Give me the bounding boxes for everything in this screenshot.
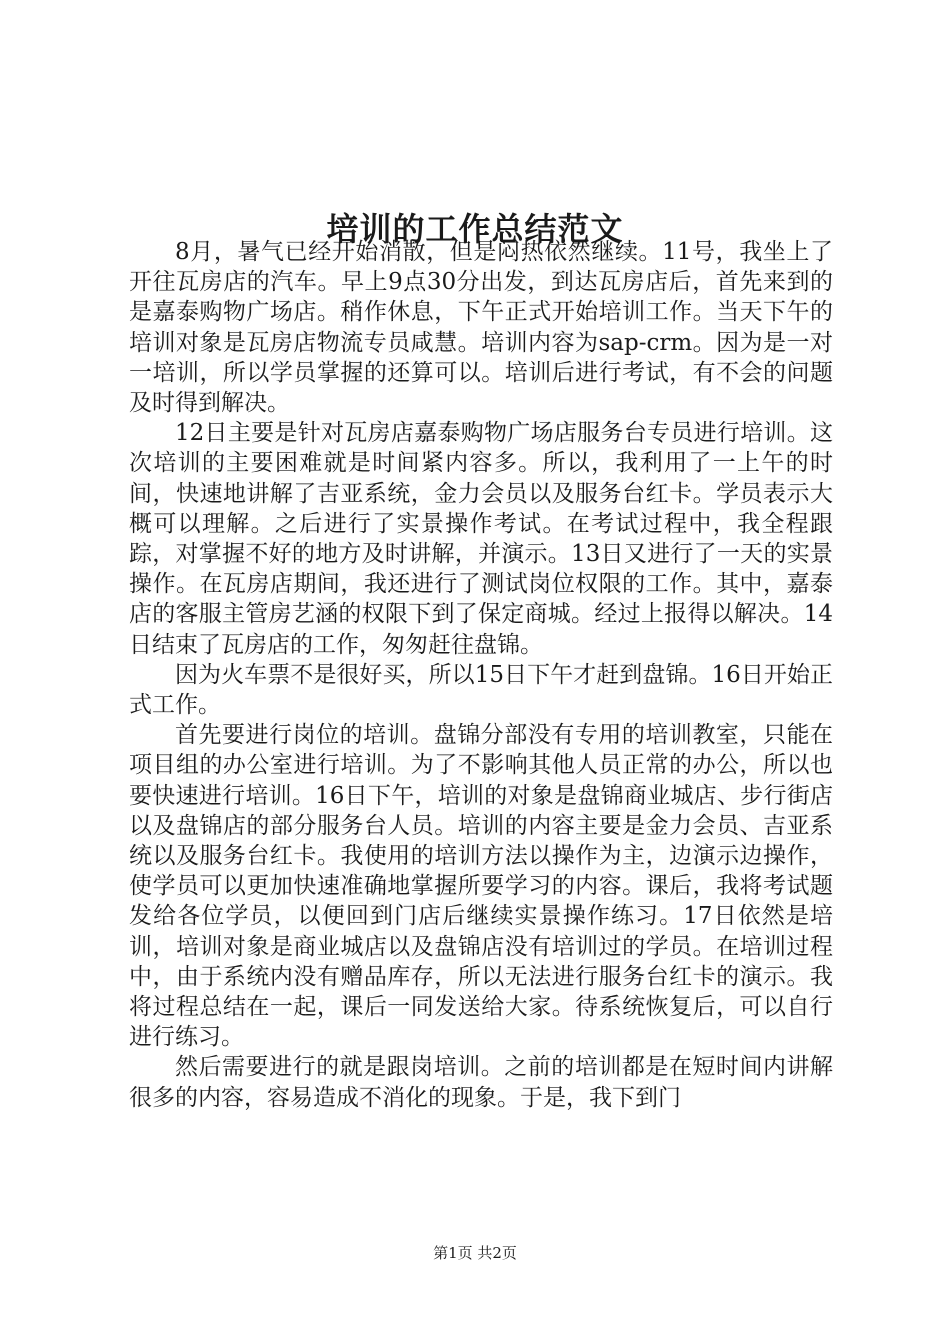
paragraph-1: 8月，暑气已经开始消散，但是闷热依然继续。11号，我坐上了开往瓦房店的汽车。早上9点30分出发，到达瓦房店后，首先来到的是嘉泰购物广场店。稍作休息，下午正式开始培训工作。当天下午的培训对象是瓦房店物流专员咸慧。培训内容为sap-crm。因为是一对一培训，所以学员掌握的还算可以。培训后进行考试，有不会的问题及时得到解决。 xyxy=(129,239,833,417)
document-body xyxy=(129,237,833,1113)
page-number-footer: 第1页 共2页 xyxy=(433,1244,517,1262)
paragraph-3: 因为火车票不是很好买，所以15日下午才赶到盘锦。16日开始正式工作。 xyxy=(129,661,833,719)
paragraph-2: 12日主要是针对瓦房店嘉泰购物广场店服务台专员进行培训。这次培训的主要困难就是时间紧内容多。所以，我利用了一上午的时间，快速地讲解了吉亚系统，金力会员以及服务台红卡。学员表示大概可以理解。之后进行了实景操作考试。在考试过程中，我全程跟踪，对掌握不好的地方及时讲解，并演示。13日又进行了一天的实景操作。在瓦房店期间，我还进行了测试岗位权限的工作。其中，嘉泰店的客服主管房艺涵的权限下到了保定商城。经过上报得以解决。14日结束了瓦房店的工作，匆匆赶往盘锦。 xyxy=(129,420,833,658)
paragraph-4: 首先要进行岗位的培训。盘锦分部没有专用的培训教室，只能在项目组的办公室进行培训。为了不影响其他人员正常的办公，所以也要快速进行培训。16日下午，培训的对象是盘锦商业城店、步行街店以及盘锦店的部分服务台人员。培训的内容主要是金力会员、吉亚系统以及服务台红卡。我使用的培训方法以操作为主，边演示边操作，使学员可以更加快速准确地掌握所要学习的内容。课后，我将考试题发给各位学员，以便回到门店后继续实景操作练习。17日依然是培训，培训对象是商业城店以及盘锦店没有培训过的学员。在培训过程中，由于系统内没有赠品库存，所以无法进行服务台红卡的演示。我将过程总结在一起，课后一同发送给大家。待系统恢复后，可以自行进行练习。 xyxy=(129,722,833,1051)
paragraph-5: 然后需要进行的就是跟岗培训。之前的培训都是在短时间内讲解很多的内容，容易造成不消化的现象。于是，我下到门 xyxy=(129,1054,833,1111)
page-title: 培训的工作总结范文 xyxy=(326,210,624,249)
